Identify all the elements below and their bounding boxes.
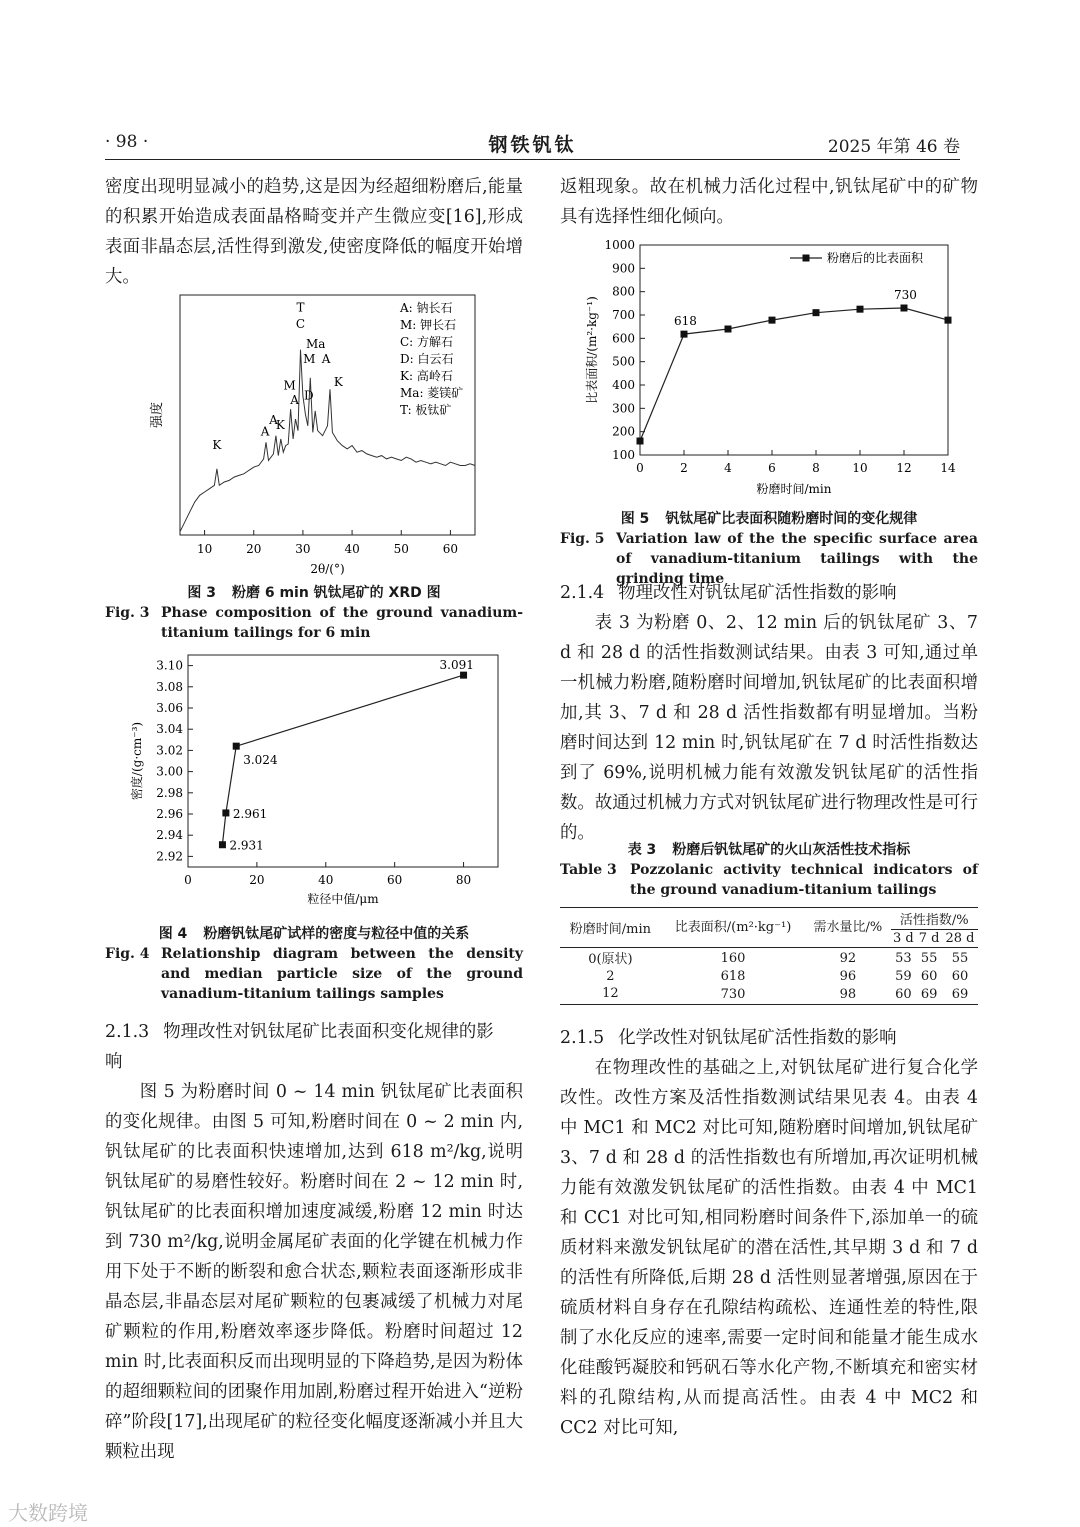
cell: 96: [839, 969, 857, 984]
y-tick-label: 3.04: [156, 722, 183, 737]
x-tick-label: 40: [318, 873, 334, 887]
fig5-cn-label: 图 5: [620, 511, 650, 527]
left-intro: [105, 172, 523, 292]
th-water: 需水量比/%: [813, 920, 883, 935]
table-row: [560, 968, 978, 985]
data-label: 3.091: [439, 658, 474, 673]
data-label: 2.961: [232, 806, 268, 821]
x-tick-label: 4: [724, 461, 732, 475]
data-point: [637, 438, 644, 445]
section-paragraph: 图 5 为粉磨时间 0 ~ 14 min 钒钛尾矿比表面积的变化规律。由图 5 可知,粉磨时间在 0 ~ 2 min 内,钒钛尾矿的比表面积快速增加,达到 618 m²/kg,说明钒钛尾矿的易磨性较好。粉磨时间在 2 ~ 12 min 时,钒钛尾矿的比表面积增加速度减缓,粉磨 12 min 时达到 730 m²/kg,说明金属尾矿表面的化学键在机械力作用下处于不断的断裂和愈合状态,颗粒表面逐渐形成非晶态层,非晶态层对尾矿颗粒的包裹减缓了机械力对尾矿颗粒的作用,粉磨效率逐步降低。粉磨时间超过 12 min 时,比表面积反而出现明显的下降趋势,是因为粉体的超细颗粒间的团聚作用加剧,粉磨过程开始进入“逆粉碎”阶段[17],出现尾矿的粒径变化幅度逐渐减小并且大颗粒出现: [105, 1082, 523, 1462]
y-tick-label: 900: [612, 261, 635, 276]
volume-info: 2025 年第 46 卷: [827, 137, 960, 157]
watermark: 大数跨境: [8, 1501, 88, 1525]
x-tick-label: 60: [387, 873, 403, 887]
x-tick-label: 20: [249, 873, 265, 887]
data-point: [769, 317, 776, 324]
y-tick-label: 800: [612, 284, 635, 299]
y-axis-label: 比表面积/(m²·kg⁻¹): [585, 296, 599, 404]
table3-en-title: Pozzolanic activity technical indicators of the ground vanadium-titanium tailings: [630, 862, 978, 898]
y-tick-label: 100: [612, 448, 635, 462]
y-tick-label: 2.98: [156, 785, 183, 800]
y-tick-label: 3.00: [156, 764, 183, 779]
y-tick-label: 3.06: [156, 701, 183, 715]
journal-title: 钢铁钒钛: [488, 134, 577, 156]
legend-item: C: 方解石: [400, 335, 454, 349]
fig4-cn-title: 粉磨钒钛尾矿试样的密度与粒径中值的关系: [203, 926, 470, 942]
peak-label: A: [260, 424, 270, 439]
peak-label: Ma: [305, 336, 326, 351]
data-point: [813, 309, 820, 316]
cell: 2: [606, 969, 615, 984]
fig5-en-label: Fig. 5: [560, 531, 605, 547]
section-2-1-4: [560, 578, 978, 848]
data-point: [857, 306, 864, 313]
x-axis-label: 粒径中值/μm: [307, 892, 379, 906]
right-top: [560, 172, 978, 232]
fig3-cn-title: 粉磨 6 min 钒钛尾矿的 XRD 图: [231, 585, 441, 601]
x-tick-label: 14: [940, 461, 956, 475]
legend-label: 粉磨后的比表面积: [827, 251, 924, 265]
data-label: 3.024: [243, 753, 278, 768]
top-paragraph: 返粗现象。故在机械力活化过程中,钒钛尾矿中的矿物具有选择性细化倾向。: [560, 177, 978, 227]
table3-cn-label: 表 3: [627, 842, 657, 858]
cell: 160: [720, 950, 746, 966]
section-paragraph: 在物理改性的基础之上,对钒钛尾矿进行复合化学改性。改性方案及活性指数测试结果见表 4。由表 4 中 MC1 和 MC2 对比可知,随粉磨时间增加,钒钛尾矿 3、7 d 和 28 d 的活性指数也有所增加,再次证明机械力能有效激发钒钛尾矿的活性指数。由表 4 中 MC1 和 CC1 对比可知,相同粉磨时间条件下,添加单一的硫质材料来激发钒钛尾矿的潜在活性,其早期 3 d 和 7 d 的活性有所降低,后期 28 d 活性则显著增强,原因在于硫质材料自身存在孔隙结构疏松、连通性差的特性,限制了水化反应的速率,需要一定时间和能量才能生成水化硅酸钙凝胶和钙矾石等水化产物,不断填充和密实材料的孔隙结构,从而提高活性。由表 4 中 MC2 和 CC2 对比可知,: [560, 1058, 978, 1438]
th-activity: 活性指数/%: [891, 908, 978, 930]
x-tick-label: 50: [393, 542, 409, 556]
y-tick-label: 300: [612, 401, 635, 416]
fig4-caption: [105, 924, 523, 1004]
x-tick-label: 80: [455, 873, 472, 887]
legend-item: A: 钠长石: [400, 301, 453, 315]
th-ssa: 比表面积/(m²·kg⁻¹): [674, 920, 792, 935]
legend-marker: [803, 255, 810, 262]
peak-label: K: [275, 418, 285, 433]
table3: [560, 907, 978, 1005]
y-tick-label: 500: [612, 354, 635, 369]
fig4-en-title: Relationship diagram between the density and median particle size of the ground vanadium-titanium tailings samples: [161, 946, 523, 1002]
table-row: [560, 985, 978, 1005]
peak-label: K: [333, 375, 343, 390]
data-point: [725, 326, 732, 333]
y-tick-label: 2.92: [156, 849, 183, 864]
density-chart: [125, 650, 520, 915]
fig5-cn-title: 钒钛尾矿比表面积随粉磨时间的变化规律: [665, 511, 918, 527]
x-tick-label: 0: [636, 461, 644, 475]
table-row: [560, 948, 978, 969]
y-axis-label: 密度/(g·cm⁻³): [130, 721, 144, 801]
cell: 618: [720, 969, 746, 984]
table3-grid: [560, 907, 978, 1005]
y-tick-label: 1000: [604, 238, 635, 252]
data-label: 730: [894, 288, 917, 302]
x-tick-label: 6: [768, 461, 776, 475]
legend-item: D: 白云石: [400, 352, 454, 366]
peak-label: D: [304, 388, 314, 403]
section-title: 物理改性对钒钛尾矿活性指数的影响: [618, 583, 897, 603]
fig3-cn-label: 图 3: [187, 585, 216, 601]
data-point: [233, 743, 240, 750]
cell: 60: [951, 969, 969, 984]
cell: 730: [720, 987, 746, 1002]
x-axis-label: 2θ/(°): [310, 562, 345, 576]
fig3-en-label: Fig. 3: [105, 605, 150, 621]
table3-cn-title: 粉磨后钒钛尾矿的火山灰活性技术指标: [672, 842, 911, 858]
data-point: [460, 672, 467, 679]
peak-label: C: [295, 317, 306, 332]
cell: 0(原状): [588, 952, 633, 967]
section-number: 2.1.5: [560, 1028, 605, 1048]
y-axis-label: 强度: [150, 401, 165, 429]
y-tick-label: 200: [612, 424, 635, 439]
peak-label: A: [269, 413, 278, 428]
intro-paragraph: 密度出现明显减小的趋势,这是因为经超细粉磨后,能量的积累开始造成表面晶格畸变并产生微应变[16],形成表面非晶态层,活性得到激发,使密度降低的幅度开始增大。: [105, 177, 523, 287]
x-tick-label: 20: [246, 542, 262, 556]
data-point: [219, 841, 226, 848]
peak-label: T: [296, 300, 305, 315]
y-tick-label: 3.02: [156, 743, 183, 758]
legend-item: T: 板钛矿: [400, 403, 452, 417]
x-tick-label: 10: [196, 542, 213, 556]
running-header: [105, 132, 960, 156]
plot-frame: [640, 245, 948, 455]
cell: 98: [839, 987, 857, 1002]
y-tick-label: 3.08: [156, 679, 183, 694]
x-tick-label: 8: [812, 461, 820, 475]
table3-en-label: Table 3: [560, 862, 617, 878]
section-number: 2.1.4: [560, 583, 605, 603]
section-heading: [560, 578, 978, 608]
peak-label: M: [303, 351, 316, 366]
cell: 12: [602, 986, 619, 1001]
cell: 60: [895, 987, 912, 1002]
th-3d: 3 d: [893, 931, 914, 946]
cell: 69: [951, 987, 969, 1002]
cell: 60: [920, 969, 938, 984]
x-tick-label: 0: [184, 873, 192, 887]
data-point: [681, 331, 688, 338]
legend-item: Ma: 菱镁矿: [400, 386, 464, 400]
x-tick-label: 60: [442, 542, 459, 556]
th-time: 粉磨时间/min: [569, 922, 652, 937]
cell: 59: [895, 969, 912, 984]
x-tick-label: 40: [344, 542, 360, 556]
peak-label: A: [321, 351, 331, 366]
cell: 69: [920, 987, 938, 1002]
fig3-en-title: Phase composition of the ground vanadium-titanium tailings for 6 min: [161, 605, 523, 641]
peak-label: M: [283, 378, 296, 393]
y-tick-label: 3.10: [156, 658, 183, 673]
section-heading: [560, 1023, 978, 1053]
x-tick-label: 2: [680, 461, 688, 475]
header-rule: [105, 159, 960, 160]
section-heading: [105, 1017, 523, 1077]
peak-label: K: [212, 437, 222, 452]
peak-label: A: [290, 393, 299, 408]
data-point: [945, 317, 952, 324]
fig4-en-label: Fig. 4: [105, 946, 150, 962]
section-paragraph: 表 3 为粉磨 0、2、12 min 后的钒钛尾矿 3、7 d 和 28 d 的活性指数测试结果。由表 3 可知,通过单一机械力粉磨,随粉磨时间增加,钒钛尾矿的比表面积增加,其 3、7 d 和 28 d 活性指数都有明显增加。当粉磨时间达到 12 min 时,钒钛尾矿在 7 d 时活性指数达到了 69%,说明机械力能有效激发钒钛尾矿的活性指数。故通过机械力方式对钒钛尾矿进行物理改性是可行的。: [560, 613, 978, 843]
x-tick-label: 12: [896, 461, 912, 475]
section-2-1-5: [560, 1023, 978, 1443]
data-label: 618: [674, 314, 697, 329]
cell: 55: [951, 950, 969, 966]
cell: 55: [920, 950, 938, 966]
y-tick-label: 700: [612, 308, 635, 322]
th-28d: 28 d: [945, 931, 975, 946]
legend-item: M: 钾长石: [400, 318, 457, 332]
section-2-1-3: [105, 1017, 523, 1467]
section-number: 2.1.3: [105, 1022, 150, 1042]
y-tick-label: 600: [612, 331, 635, 346]
legend-item: K: 高岭石: [400, 369, 453, 383]
fig5-caption: [560, 509, 978, 589]
surface-area-chart: [580, 230, 970, 500]
th-7d: 7 d: [918, 931, 940, 946]
cell: 53: [895, 950, 912, 966]
fig4-cn-label: 图 4: [158, 926, 188, 942]
data-point: [222, 809, 229, 816]
x-tick-label: 30: [295, 542, 311, 556]
page-number: · 98 ·: [105, 132, 149, 152]
y-tick-label: 400: [612, 378, 635, 392]
data-point: [901, 305, 908, 312]
fig3-caption: [105, 583, 523, 643]
section-title: 物理改性对钒钛尾矿比表面积变化规律的影响: [105, 1022, 494, 1072]
x-axis-label: 粉磨时间/min: [756, 482, 832, 496]
cell: 92: [839, 950, 857, 966]
y-tick-label: 2.96: [156, 807, 183, 821]
xrd-chart: [135, 290, 495, 580]
x-tick-label: 10: [852, 461, 868, 475]
section-title: 化学改性对钒钛尾矿活性指数的影响: [618, 1028, 897, 1048]
y-tick-label: 2.94: [156, 828, 183, 843]
fig5-en-title: Variation law of the the specific surface area of vanadium-titanium tailings with the grinding time: [616, 531, 978, 587]
data-label: 2.931: [229, 838, 264, 853]
table3-caption: [560, 840, 978, 900]
